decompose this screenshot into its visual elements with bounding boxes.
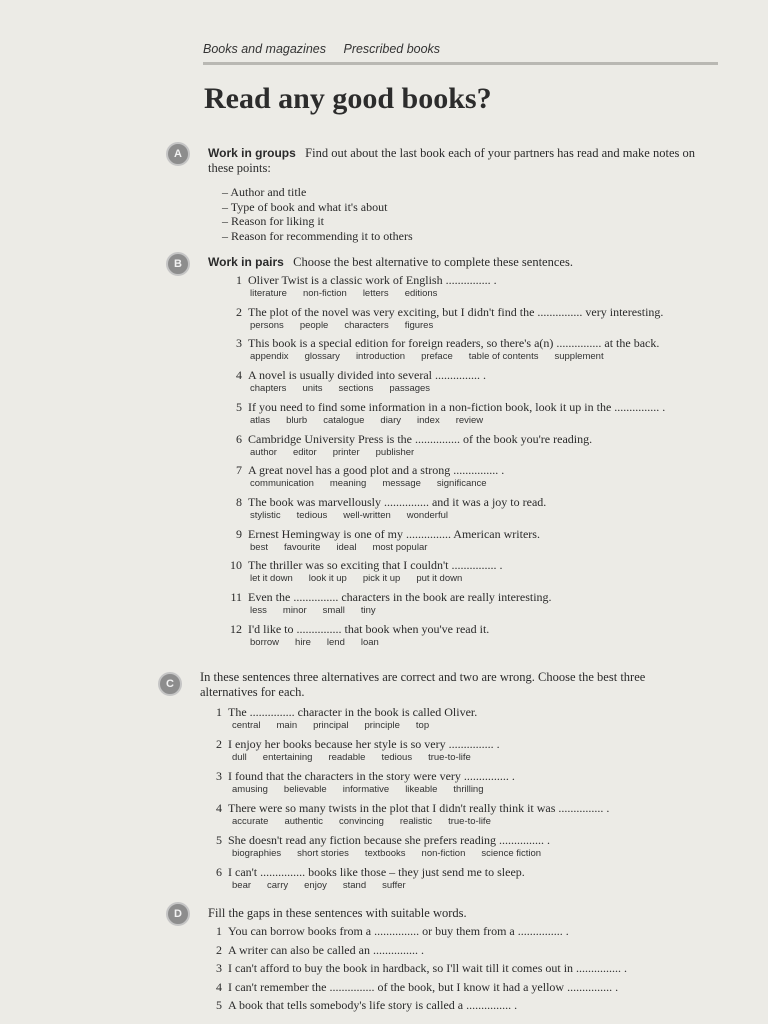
header-section: Books and magazines bbox=[203, 42, 326, 56]
section-c-badge: C bbox=[158, 672, 182, 696]
option-word: carry bbox=[267, 880, 289, 891]
option-word: ideal bbox=[336, 541, 357, 553]
option-word: appendix bbox=[250, 351, 289, 363]
answer-options bbox=[250, 478, 503, 489]
question-sentence: Cambridge University Press is the ............... of the book you're reading. bbox=[248, 431, 593, 446]
option-word: stand bbox=[342, 880, 367, 891]
question-sentence: I can't afford to buy the book in hardback, so I'll wait till it comes out in ............... . bbox=[228, 961, 628, 975]
answer-options bbox=[250, 351, 620, 362]
option-word: authentic bbox=[284, 816, 323, 827]
option-word: pick it up bbox=[362, 573, 401, 585]
answer-options bbox=[232, 752, 487, 763]
option-word: message bbox=[382, 478, 421, 490]
option-word: principle bbox=[364, 720, 400, 731]
option-word: science fiction bbox=[481, 848, 542, 859]
option-word: people bbox=[299, 319, 329, 331]
option-word: textbooks bbox=[364, 848, 406, 859]
option-word: communication bbox=[250, 478, 314, 490]
question-sentence: I enjoy her books because her style is so very ............... . bbox=[228, 737, 500, 751]
point-item: – Reason for recommending it to others bbox=[222, 229, 413, 244]
option-word: significance bbox=[436, 478, 487, 490]
option-word: units bbox=[302, 383, 323, 395]
question-number: 12 bbox=[230, 621, 242, 636]
question-number: 6 bbox=[236, 431, 242, 446]
page-title: Read any good books? bbox=[204, 82, 492, 115]
question-sentence: Oliver Twist is a classic work of English ............... . bbox=[248, 273, 497, 287]
option-word: figures bbox=[404, 319, 434, 331]
question-item bbox=[226, 273, 497, 288]
question-item bbox=[226, 622, 489, 637]
option-word: enjoy bbox=[304, 880, 327, 891]
option-word: true-to-life bbox=[428, 752, 471, 763]
question-number: 11 bbox=[230, 590, 242, 604]
option-word: letters bbox=[362, 288, 389, 299]
option-word: put it down bbox=[416, 573, 463, 585]
option-word: non-fiction bbox=[421, 848, 466, 859]
question-item bbox=[226, 336, 659, 351]
question-sentence: I'd like to ............... that book when you've read it. bbox=[248, 621, 490, 636]
question-item bbox=[226, 400, 665, 415]
question-sentence: Even the ............... characters in the book are really interesting. bbox=[248, 590, 552, 604]
option-word: introduction bbox=[355, 351, 406, 363]
option-word: amusing bbox=[232, 784, 268, 795]
answer-options bbox=[232, 720, 445, 731]
option-word: central bbox=[232, 720, 261, 731]
section-d-instruction: Fill the gaps in these sentences with suitable words. bbox=[208, 906, 467, 920]
question-sentence: She doesn't read any fiction because she prefers reading ............... . bbox=[228, 833, 551, 847]
option-word: informative bbox=[342, 784, 390, 795]
question-item bbox=[206, 943, 424, 958]
option-word: readable bbox=[328, 752, 366, 763]
option-word: best bbox=[250, 541, 268, 553]
option-word: dull bbox=[232, 752, 247, 763]
question-number: 3 bbox=[216, 769, 222, 783]
point-item: – Reason for liking it bbox=[222, 214, 413, 229]
option-word: minor bbox=[282, 605, 307, 616]
question-number: 5 bbox=[216, 998, 222, 1012]
answer-options bbox=[232, 816, 507, 827]
question-number: 4 bbox=[236, 368, 242, 383]
question-item bbox=[226, 432, 592, 447]
question-number: 9 bbox=[236, 526, 242, 541]
question-number: 2 bbox=[216, 942, 222, 957]
question-number: 6 bbox=[216, 865, 222, 879]
option-word: biographies bbox=[232, 848, 282, 859]
answer-options bbox=[250, 383, 446, 394]
question-number: 3 bbox=[236, 336, 242, 351]
answer-options bbox=[250, 415, 499, 426]
section-c-instruction: In these sentences three alternatives are correct and two are wrong. Choose the best three alternatives for each. bbox=[200, 670, 646, 699]
question-sentence: A novel is usually divided into several ............... . bbox=[248, 368, 486, 383]
question-item bbox=[206, 865, 525, 880]
option-word: persons bbox=[250, 319, 284, 331]
question-number: 1 bbox=[236, 273, 242, 287]
question-item bbox=[226, 558, 502, 573]
question-item bbox=[226, 305, 663, 320]
option-word: printer bbox=[332, 446, 360, 458]
question-item bbox=[206, 961, 627, 976]
question-item bbox=[206, 769, 515, 784]
question-sentence: I can't ............... books like those – they just send me to sleep. bbox=[228, 865, 525, 879]
section-b-badge: B bbox=[166, 252, 190, 276]
question-number: 2 bbox=[236, 304, 242, 319]
question-sentence: I found that the characters in the story were very ............... . bbox=[228, 769, 515, 783]
option-word: thrilling bbox=[453, 784, 484, 795]
option-word: table of contents bbox=[468, 351, 539, 363]
option-word: supplement bbox=[554, 351, 604, 363]
section-b-instruction bbox=[208, 255, 698, 270]
option-word: chapters bbox=[250, 383, 287, 395]
option-word: tedious bbox=[296, 509, 328, 521]
option-word: convincing bbox=[339, 816, 384, 827]
question-item bbox=[206, 737, 500, 752]
option-word: preface bbox=[421, 351, 453, 363]
answer-options bbox=[250, 605, 392, 616]
option-word: true-to-life bbox=[448, 816, 491, 827]
page-header bbox=[203, 42, 718, 65]
option-word: well-written bbox=[343, 509, 391, 521]
question-sentence: The plot of the novel was very exciting, but I didn't find the ............... very interesting. bbox=[248, 304, 664, 319]
option-word: favourite bbox=[283, 541, 321, 553]
section-d-badge: D bbox=[166, 902, 190, 926]
option-word: main bbox=[276, 720, 298, 731]
question-sentence: If you need to find some information in a non-fiction book, look it up in the ............... . bbox=[248, 399, 666, 414]
question-sentence: A great novel has a good plot and a strong ............... . bbox=[248, 463, 505, 478]
option-word: less bbox=[250, 605, 267, 616]
option-word: entertaining bbox=[262, 752, 313, 763]
question-sentence: You can borrow books from a ............... or buy them from a ............... . bbox=[228, 924, 569, 938]
option-word: tiny bbox=[360, 605, 376, 616]
option-word: wonderful bbox=[406, 509, 448, 521]
option-word: likeable bbox=[405, 784, 438, 795]
question-sentence: There were so many twists in the plot that I didn't really think it was ............... . bbox=[228, 801, 610, 815]
option-word: principal bbox=[313, 720, 349, 731]
question-sentence: This book is a special edition for foreign readers, so there's a(n) ............... at the back. bbox=[248, 336, 660, 351]
option-word: non-fiction bbox=[302, 288, 347, 299]
option-word: top bbox=[415, 720, 430, 731]
answer-options bbox=[250, 637, 395, 648]
question-item bbox=[206, 924, 569, 939]
question-number: 7 bbox=[236, 463, 242, 478]
option-word: author bbox=[250, 446, 277, 458]
question-sentence: The book was marvellously ............... and it was a joy to read. bbox=[248, 494, 547, 509]
question-number: 5 bbox=[216, 833, 222, 847]
option-word: diary bbox=[380, 414, 401, 426]
answer-options bbox=[250, 447, 430, 458]
option-word: tedious bbox=[381, 752, 413, 763]
question-item bbox=[206, 980, 618, 995]
question-item bbox=[206, 801, 609, 816]
option-word: stylistic bbox=[250, 509, 281, 521]
option-word: borrow bbox=[250, 636, 280, 648]
question-sentence: The ............... character in the book is called Oliver. bbox=[228, 705, 478, 719]
point-item: – Type of book and what it's about bbox=[222, 200, 413, 215]
option-word: believable bbox=[283, 784, 327, 795]
question-sentence: I can't remember the ............... of the book, but I know it had a yellow ............... . bbox=[228, 979, 619, 994]
option-word: hire bbox=[295, 636, 311, 648]
option-word: publisher bbox=[375, 446, 415, 458]
question-number: 3 bbox=[216, 961, 222, 975]
section-a-instruction bbox=[208, 146, 698, 176]
option-word: accurate bbox=[232, 816, 269, 827]
option-word: atlas bbox=[250, 414, 271, 426]
option-word: literature bbox=[250, 288, 287, 299]
option-word: most popular bbox=[372, 541, 428, 553]
option-word: editions bbox=[404, 288, 438, 299]
option-word: let it down bbox=[250, 573, 293, 585]
option-word: review bbox=[455, 414, 484, 426]
option-word: lend bbox=[326, 636, 345, 648]
question-number: 4 bbox=[216, 801, 222, 815]
question-item bbox=[206, 705, 477, 720]
question-number: 5 bbox=[236, 399, 242, 414]
option-word: bear bbox=[232, 880, 252, 891]
answer-options bbox=[250, 288, 453, 299]
option-word: short stories bbox=[297, 848, 349, 859]
question-sentence: Ernest Hemingway is one of my ............... American writers. bbox=[248, 526, 540, 541]
option-word: loan bbox=[360, 636, 379, 648]
option-word: small bbox=[322, 605, 345, 616]
answer-options bbox=[250, 320, 449, 331]
option-word: passages bbox=[389, 383, 431, 395]
question-number: 2 bbox=[216, 737, 222, 751]
answer-options bbox=[250, 542, 443, 553]
question-item bbox=[226, 495, 546, 510]
option-word: editor bbox=[292, 446, 317, 458]
option-word: suffer bbox=[382, 880, 406, 891]
section-a-lead: Work in groups bbox=[208, 146, 296, 160]
question-item bbox=[226, 527, 540, 542]
section-b-lead: Work in pairs bbox=[208, 255, 284, 269]
point-item: – Author and title bbox=[222, 185, 413, 200]
option-word: realistic bbox=[399, 816, 433, 827]
option-word: index bbox=[417, 414, 440, 426]
answer-options bbox=[232, 848, 557, 859]
question-item bbox=[226, 590, 552, 605]
section-a-text: Find out about the last book each of your partners has read and make notes on these points: bbox=[208, 146, 695, 175]
answer-options bbox=[232, 784, 500, 795]
section-b-text: Choose the best alternative to complete these sentences. bbox=[293, 255, 573, 269]
option-word: blurb bbox=[286, 414, 308, 426]
header-topic: Prescribed books bbox=[343, 42, 441, 56]
question-sentence: A writer can also be called an ............... . bbox=[228, 942, 424, 957]
option-word: characters bbox=[344, 319, 389, 331]
question-number: 10 bbox=[230, 558, 242, 573]
question-number: 4 bbox=[216, 979, 222, 994]
option-word: look it up bbox=[308, 573, 347, 585]
option-word: sections bbox=[338, 383, 374, 395]
answer-options bbox=[232, 880, 422, 891]
option-word: meaning bbox=[329, 478, 367, 490]
section-a-points bbox=[222, 185, 413, 243]
answer-options bbox=[250, 510, 464, 521]
question-item bbox=[206, 833, 550, 848]
option-word: catalogue bbox=[323, 414, 365, 426]
answer-options bbox=[250, 573, 478, 584]
question-number: 8 bbox=[236, 494, 242, 509]
question-number: 1 bbox=[216, 924, 222, 938]
section-a-badge: A bbox=[166, 142, 190, 166]
question-item bbox=[226, 368, 486, 383]
question-item bbox=[226, 463, 504, 478]
option-word: glossary bbox=[304, 351, 340, 363]
question-number: 1 bbox=[216, 705, 222, 719]
question-sentence: A book that tells somebody's life story is called a ............... . bbox=[228, 998, 518, 1012]
question-sentence: The thriller was so exciting that I couldn't ............... . bbox=[248, 558, 503, 573]
question-item bbox=[206, 998, 517, 1013]
